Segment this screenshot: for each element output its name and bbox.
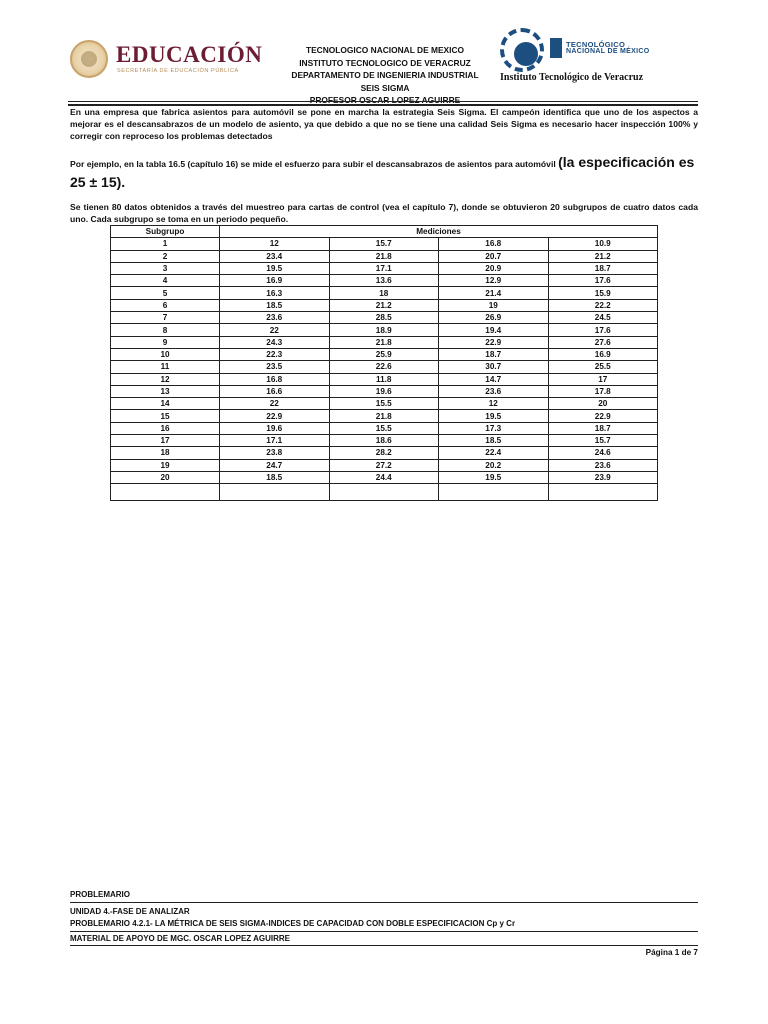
table-empty-row	[111, 484, 658, 501]
measurement-cell: 22	[220, 398, 330, 410]
heading-line-professor: PROFESOR OSCAR LOPEZ AGUIRRE	[309, 95, 461, 105]
table-row	[111, 312, 658, 324]
table-row	[111, 435, 658, 447]
page-header	[0, 0, 768, 104]
measurement-cell: 18.7	[439, 348, 549, 360]
subgroup-cell: 12	[111, 373, 220, 385]
measurement-cell: 22.6	[329, 361, 439, 373]
subgroup-cell: 15	[111, 410, 220, 422]
measurement-cell: 19.6	[220, 422, 330, 434]
table-body	[111, 238, 658, 501]
table-header-row	[111, 226, 658, 238]
institution-heading	[280, 44, 490, 107]
table-row	[111, 471, 658, 483]
data-description: Se tienen 80 datos obtenidos a través del muestreo para cartas de control (vea el capítulo 7), donde se obtuvieron 20 subgrupos de cuatro datos cada uno. Cada subgrupo se toma en un periodo pequeño.	[70, 202, 698, 225]
example-text: Por ejemplo, en la tabla 16.5 (capítulo 16) se mide el esfuerzo para subir el descansabrazos de asientos para automóvil	[70, 159, 559, 169]
empty-cell	[548, 484, 658, 501]
table-row	[111, 385, 658, 397]
subgroup-cell: 18	[111, 447, 220, 459]
measurement-cell: 16.8	[439, 238, 549, 250]
subgroup-header: Subgrupo	[111, 226, 220, 238]
measurement-cell: 20.9	[439, 262, 549, 274]
measurement-cell: 15.9	[548, 287, 658, 299]
measurement-cell: 15.7	[329, 238, 439, 250]
measurement-cell: 15.7	[548, 435, 658, 447]
mexico-seal-icon	[70, 40, 108, 78]
table-row	[111, 299, 658, 311]
sep-education-logo	[70, 40, 270, 80]
tecnm-logo	[500, 28, 660, 88]
measurement-cell: 12.9	[439, 275, 549, 287]
tecnm-logo-line1: TECNOLÓGICO	[566, 40, 626, 49]
subgroup-cell: 17	[111, 435, 220, 447]
measurement-cell: 30.7	[439, 361, 549, 373]
table-row	[111, 410, 658, 422]
measurement-cell: 18.9	[329, 324, 439, 336]
subgroup-cell: 16	[111, 422, 220, 434]
table-row	[111, 238, 658, 250]
measurement-cell: 12	[220, 238, 330, 250]
table-row	[111, 459, 658, 471]
table-row	[111, 361, 658, 373]
tecnm-bar-icon	[550, 38, 562, 58]
measurement-cell: 21.8	[329, 410, 439, 422]
measurement-cell: 12	[439, 398, 549, 410]
footer-divider	[70, 902, 698, 903]
measurement-cell: 21.2	[548, 250, 658, 262]
measurement-cell: 18	[329, 287, 439, 299]
measurement-cell: 20.7	[439, 250, 549, 262]
measurement-cell: 17.1	[329, 262, 439, 274]
measurement-cell: 20.2	[439, 459, 549, 471]
subgroup-cell: 7	[111, 312, 220, 324]
table-row	[111, 373, 658, 385]
measurement-cell: 14.7	[439, 373, 549, 385]
measurement-cell: 28.5	[329, 312, 439, 324]
table-row	[111, 275, 658, 287]
subgroup-cell: 14	[111, 398, 220, 410]
measurement-cell: 28.2	[329, 447, 439, 459]
footer-unit: UNIDAD 4.-FASE DE ANALIZAR	[70, 907, 190, 916]
measurement-cell: 16.9	[220, 275, 330, 287]
measurement-cell: 23.6	[548, 459, 658, 471]
measurement-cell: 27.6	[548, 336, 658, 348]
measurement-cell: 27.2	[329, 459, 439, 471]
measurement-cell: 22.9	[220, 410, 330, 422]
measurement-cell: 17	[548, 373, 658, 385]
measurement-cell: 23.8	[220, 447, 330, 459]
measurement-cell: 19.5	[439, 471, 549, 483]
example-paragraph	[70, 153, 698, 193]
measurement-cell: 19.4	[439, 324, 549, 336]
footer-problemario: PROBLEMARIO	[70, 890, 130, 899]
table-row	[111, 336, 658, 348]
measurement-cell: 20	[548, 398, 658, 410]
page-number: Página 1 de 7	[645, 948, 698, 957]
measurement-cell: 21.8	[329, 250, 439, 262]
measurement-cell: 22	[220, 324, 330, 336]
measurement-cell: 17.8	[548, 385, 658, 397]
measurements-table	[110, 225, 658, 501]
measurement-cell: 24.7	[220, 459, 330, 471]
measurements-header: Mediciones	[220, 226, 658, 238]
heading-line-itver: INSTITUTO TECNOLOGICO DE VERACRUZ	[299, 57, 471, 68]
measurement-cell: 17.6	[548, 324, 658, 336]
empty-cell	[329, 484, 439, 501]
measurement-cell: 23.6	[439, 385, 549, 397]
subgroup-cell: 6	[111, 299, 220, 311]
empty-cell	[111, 484, 220, 501]
measurement-cell: 10.9	[548, 238, 658, 250]
measurement-cell: 17.1	[220, 435, 330, 447]
measurement-cell: 22.4	[439, 447, 549, 459]
measurement-cell: 15.5	[329, 422, 439, 434]
measurement-cell: 15.5	[329, 398, 439, 410]
specification-text: (la especificación es 25 ± 15).	[70, 154, 695, 190]
measurement-cell: 16.6	[220, 385, 330, 397]
table-row	[111, 447, 658, 459]
measurement-cell: 19	[439, 299, 549, 311]
measurement-cell: 22.9	[548, 410, 658, 422]
measurement-cell: 25.9	[329, 348, 439, 360]
table-row	[111, 287, 658, 299]
measurement-cell: 22.3	[220, 348, 330, 360]
itver-caption: Instituto Tecnológico de Veracruz	[500, 72, 644, 83]
heading-line-course: SEIS SIGMA	[360, 82, 410, 93]
subgroup-cell: 13	[111, 385, 220, 397]
footer-divider-3	[70, 945, 698, 946]
measurement-cell: 24.4	[329, 471, 439, 483]
intro-paragraph: En una empresa que fabrica asientos para automóvil se pone en marcha la estrategia Seis Sigma. El campeón identifica que uno de los aspectos a mejorar es el descansabrazos de un modelo de asiento, ya que debido a que no se tiene una calidad Seis Sigma es necesario hacer inspección 100% y corregir con reproceso los problemas detectados	[70, 107, 698, 142]
footer-material: MATERIAL DE APOYO DE MGC. OSCAR LOPEZ AGUIRRE	[70, 934, 291, 943]
measurement-cell: 19.5	[220, 262, 330, 274]
measurement-cell: 25.5	[548, 361, 658, 373]
footer-problem: PROBLEMARIO 4.2.1- LA MÉTRICA DE SEIS SIGMA-INDICES DE CAPACIDAD CON DOBLE ESPECIFICACION Cp y Cr	[70, 919, 516, 928]
tecnm-logo-line2: NACIONAL DE MÉXICO	[566, 48, 650, 55]
table-row	[111, 422, 658, 434]
measurement-cell: 17.6	[548, 275, 658, 287]
table-row	[111, 262, 658, 274]
measurement-cell: 23.5	[220, 361, 330, 373]
tecnm-gear-icon	[500, 28, 544, 72]
subgroup-cell: 1	[111, 238, 220, 250]
education-wordmark: EDUCACIÓN	[116, 42, 263, 67]
measurement-cell: 11.8	[329, 373, 439, 385]
subgroup-cell: 10	[111, 348, 220, 360]
education-subtitle: SECRETARÍA DE EDUCACIÓN PÚBLICA	[117, 68, 239, 74]
measurement-cell: 23.6	[220, 312, 330, 324]
heading-line-department: DEPARTAMENTO DE INGENIERIA INDUSTRIAL	[291, 70, 479, 80]
measurement-cell: 19.6	[329, 385, 439, 397]
subgroup-cell: 11	[111, 361, 220, 373]
measurement-cell: 18.6	[329, 435, 439, 447]
table-row	[111, 398, 658, 410]
measurement-cell: 18.7	[548, 262, 658, 274]
measurement-cell: 21.8	[329, 336, 439, 348]
measurement-cell: 22.2	[548, 299, 658, 311]
measurement-cell: 18.5	[220, 471, 330, 483]
subgroup-cell: 20	[111, 471, 220, 483]
measurement-cell: 19.5	[439, 410, 549, 422]
measurement-cell: 21.4	[439, 287, 549, 299]
measurement-cell: 24.6	[548, 447, 658, 459]
empty-cell	[439, 484, 549, 501]
subgroup-cell: 19	[111, 459, 220, 471]
measurement-cell: 17.3	[439, 422, 549, 434]
heading-line-tecnm: TECNOLOGICO NACIONAL DE MEXICO	[305, 45, 465, 55]
subgroup-cell: 5	[111, 287, 220, 299]
measurement-cell: 13.6	[329, 275, 439, 287]
measurement-cell: 23.4	[220, 250, 330, 262]
subgroup-cell: 3	[111, 262, 220, 274]
subgroup-cell: 8	[111, 324, 220, 336]
measurement-cell: 18.5	[439, 435, 549, 447]
measurement-cell: 22.9	[439, 336, 549, 348]
measurement-cell: 21.2	[329, 299, 439, 311]
table-row	[111, 324, 658, 336]
subgroup-cell: 2	[111, 250, 220, 262]
measurement-cell: 16.9	[548, 348, 658, 360]
measurement-cell: 18.7	[548, 422, 658, 434]
measurement-cell: 24.5	[548, 312, 658, 324]
footer-divider-2	[70, 931, 698, 932]
subgroup-cell: 4	[111, 275, 220, 287]
measurement-cell: 23.9	[548, 471, 658, 483]
table-row	[111, 348, 658, 360]
measurement-cell: 16.8	[220, 373, 330, 385]
measurement-cell: 16.3	[220, 287, 330, 299]
measurement-cell: 26.9	[439, 312, 549, 324]
measurement-cell: 24.3	[220, 336, 330, 348]
subgroup-cell: 9	[111, 336, 220, 348]
table-row	[111, 250, 658, 262]
header-divider	[68, 101, 698, 102]
empty-cell	[220, 484, 330, 501]
measurement-cell: 18.5	[220, 299, 330, 311]
